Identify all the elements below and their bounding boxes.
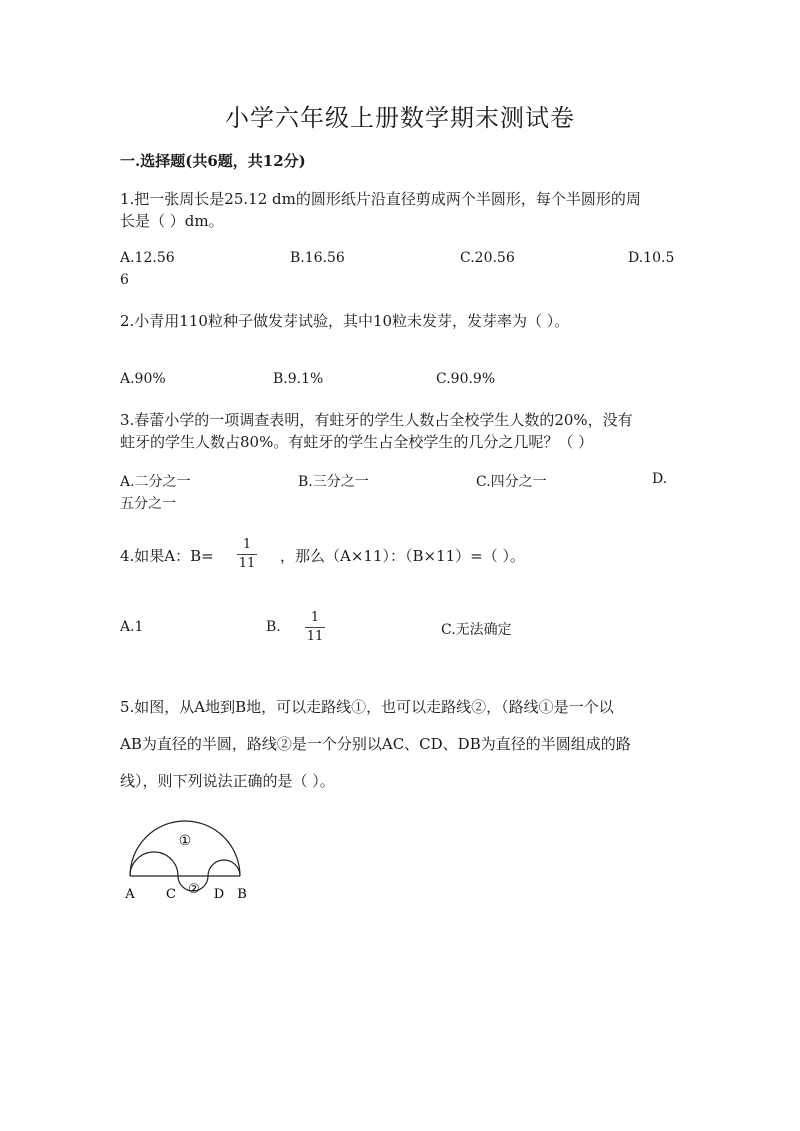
- q2-option-b: B.9.1%: [273, 371, 324, 387]
- route-2-label: ②: [188, 882, 200, 897]
- q3-option-d: D.: [652, 471, 668, 487]
- question-1-line2: 长是（ ）dm。: [120, 212, 224, 230]
- question-4-prefix: 4.如果A：B=: [120, 547, 214, 565]
- q4-option-b-bar: [305, 627, 325, 628]
- q4-option-c: C.无法确定: [441, 622, 512, 638]
- q4-option-b-fraction: [305, 610, 325, 645]
- point-d-label: D: [213, 887, 225, 902]
- point-c-label: C: [166, 887, 176, 902]
- q3-option-c: C.四分之一: [476, 474, 547, 490]
- q1-option-d-wrap: 6: [120, 272, 129, 288]
- q4-fraction: [237, 537, 257, 572]
- q3-option-a: A.二分之一: [120, 474, 191, 490]
- question-3-line1: 3.春蕾小学的一项调查表明，有蛀牙的学生人数占全校学生人数的20%，没有: [120, 411, 633, 429]
- q1-option-a: A.12.56: [120, 250, 175, 266]
- q3-option-b: B.三分之一: [298, 474, 369, 490]
- question-3-line2: 蛀牙的学生人数占80%。有蛀牙的学生占全校学生的几分之几呢？（ ）: [120, 433, 594, 451]
- q4-option-b: B.: [266, 619, 281, 635]
- route-figure: [115, 818, 265, 903]
- q4-option-a: A.1: [120, 619, 144, 635]
- q1-option-c: C.20.56: [460, 250, 515, 266]
- q1-option-b: B.16.56: [290, 250, 345, 266]
- route-1-label: ①: [178, 833, 192, 849]
- section-heading: 一.选择题(共6题，共12分): [120, 152, 306, 170]
- q2-option-c: C.90.9%: [436, 371, 496, 387]
- point-a-label: A: [125, 887, 135, 902]
- question-5-line3: 线），则下列说法正确的是（ ）。: [120, 772, 335, 790]
- q4-fraction-numerator: 1: [242, 537, 252, 552]
- q3-option-d-wrap: 五分之一: [120, 496, 176, 512]
- question-5-line2: AB为直径的半圆，路线②是一个分别以AC、CD、DB为直径的半圆组成的路: [120, 735, 631, 753]
- q2-option-a: A.90%: [120, 371, 166, 387]
- q4-option-b-numerator: 1: [310, 610, 320, 625]
- q4-option-b-denominator: 11: [306, 629, 324, 644]
- question-4-suffix: ，那么（A×11）：（B×11）=（ ）。: [280, 547, 526, 565]
- page-title: 小学六年级上册数学期末测试卷: [225, 104, 575, 132]
- question-2-text: 2.小青用110粒种子做发芽试验，其中10粒未发芽，发芽率为（ ）。: [120, 312, 570, 330]
- route-2-arc-db: [208, 860, 240, 876]
- q4-fraction-bar: [237, 554, 257, 555]
- point-b-label: B: [237, 887, 247, 902]
- q1-option-d: D.10.5: [628, 250, 675, 266]
- question-1-line1: 1.把一张周长是25.12 dm的圆形纸片沿直径剪成两个半圆形，每个半圆形的周: [120, 190, 641, 208]
- route-2-arc-ac: [130, 852, 178, 876]
- q4-fraction-denominator: 11: [238, 556, 256, 571]
- question-5-line1: 5.如图，从A地到B地，可以走路线①，也可以走路线②，（路线①是一个以: [120, 698, 614, 716]
